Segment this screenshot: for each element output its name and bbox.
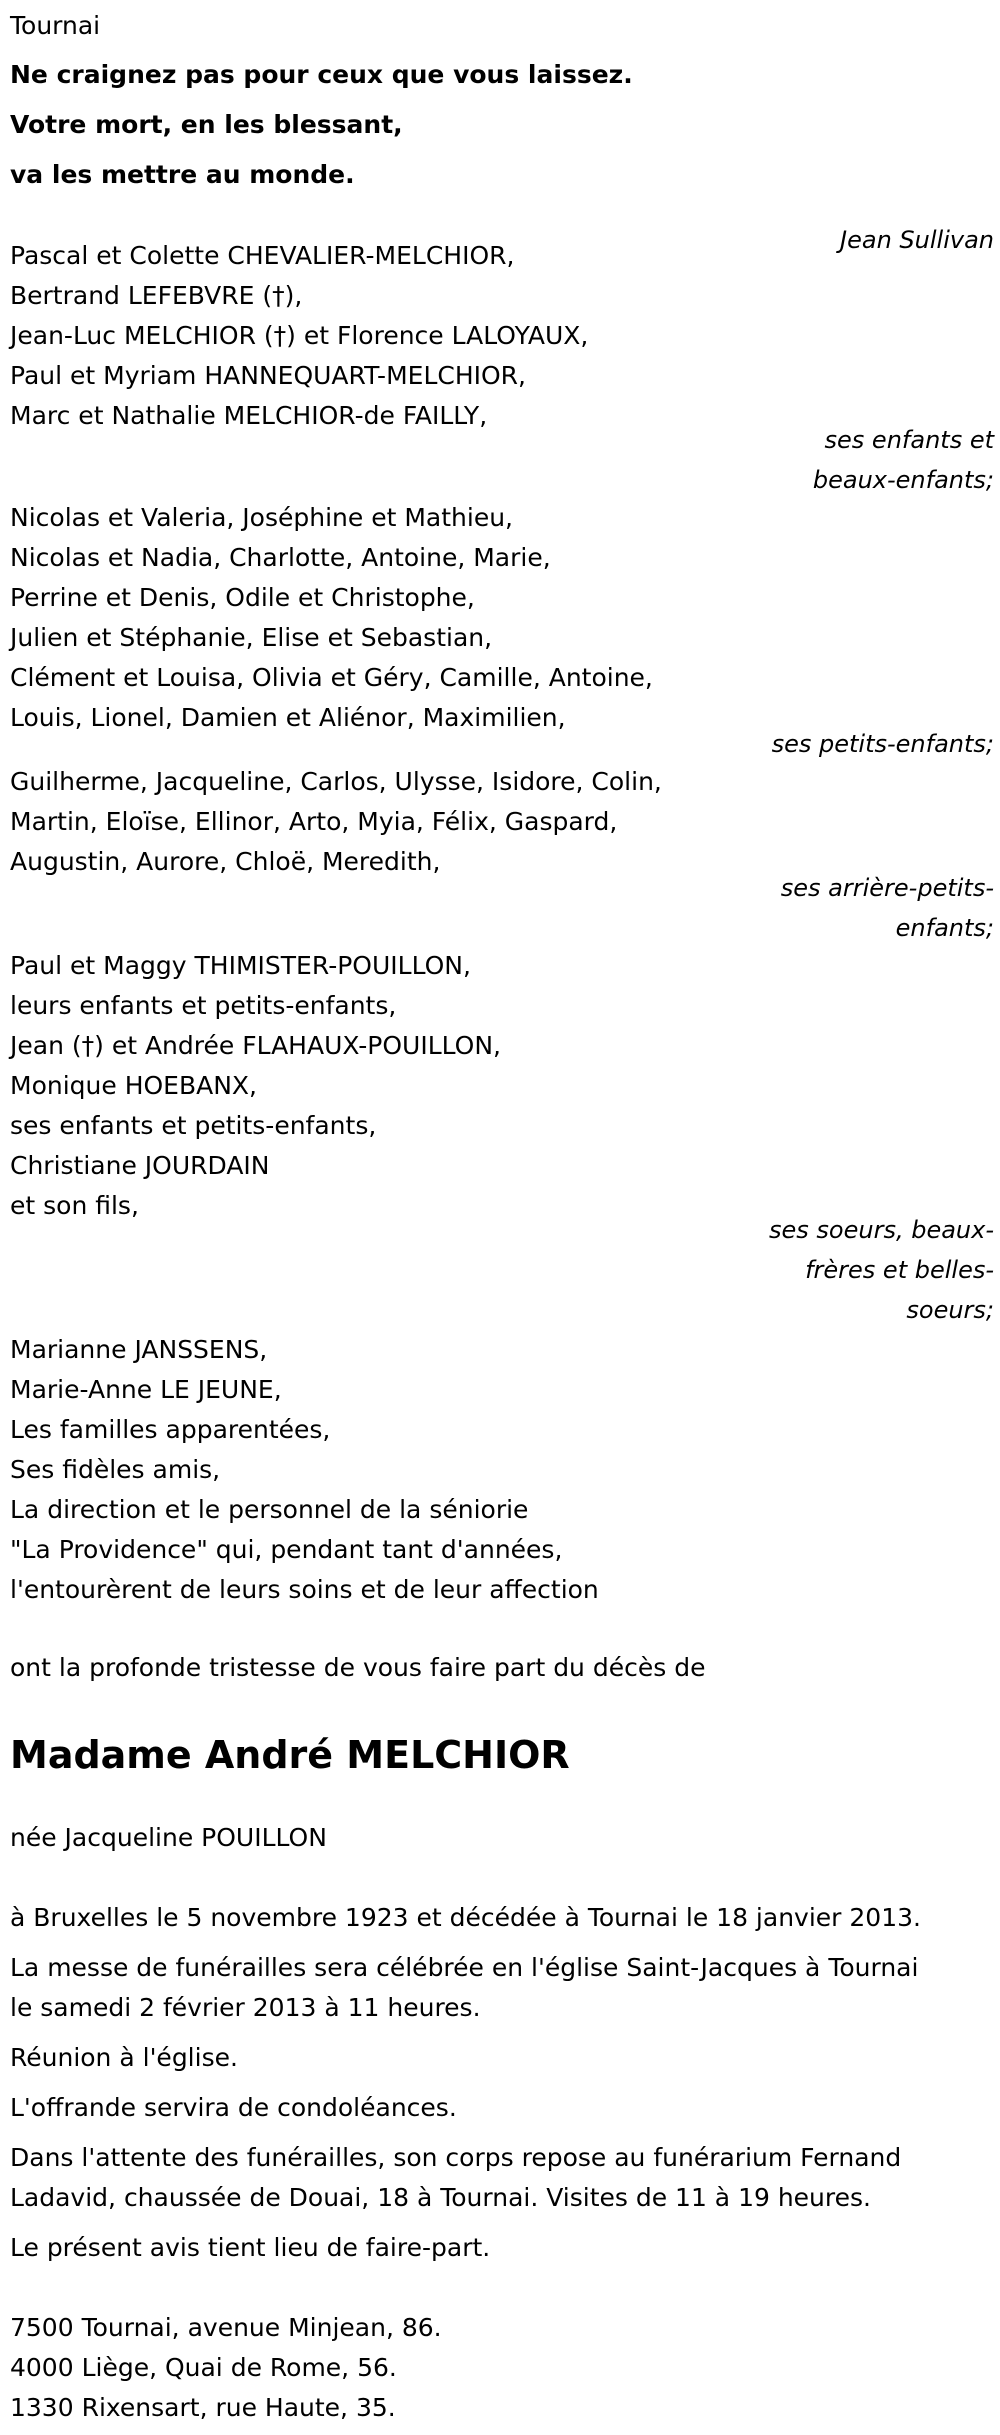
relation-label: frères et belles- xyxy=(805,1256,994,1284)
family-line: Perrine et Denis, Odile et Christophe, xyxy=(10,583,475,612)
announcement-text: ont la profonde tristesse de vous faire part du décès de xyxy=(10,1653,706,1682)
family-line: Guilherme, Jacqueline, Carlos, Ulysse, Isidore, Colin, xyxy=(10,767,662,796)
relation-label: ses petits-enfants; xyxy=(771,730,994,758)
family-line: Marie-Anne LE JEUNE, xyxy=(10,1375,282,1404)
family-line: La direction et le personnel de la séniorie xyxy=(10,1495,529,1524)
family-line: "La Providence" qui, pendant tant d'années, xyxy=(10,1535,563,1564)
family-line: Jean (†) et Andrée FLAHAUX-POUILLON, xyxy=(10,1031,502,1060)
address-line: 4000 Liège, Quai de Rome, 56. xyxy=(10,2353,397,2382)
family-line: ses enfants et petits-enfants, xyxy=(10,1111,377,1140)
family-line: Jean-Luc MELCHIOR (†) et Florence LALOYAUX, xyxy=(10,321,589,350)
family-line: Marianne JANSSENS, xyxy=(10,1335,268,1364)
family-line: Bertrand LEFEBVRE (†), xyxy=(10,281,303,310)
epigraph-line: Votre mort, en les blessant, xyxy=(10,110,403,139)
family-line: Julien et Stéphanie, Elise et Sebastian, xyxy=(10,623,493,652)
address-line: 7500 Tournai, avenue Minjean, 86. xyxy=(10,2313,442,2342)
birth-death-text: à Bruxelles le 5 novembre 1923 et décédée à Tournai le 18 janvier 2013. xyxy=(10,1903,921,1932)
family-line: Les familles apparentées, xyxy=(10,1415,331,1444)
mass-text: La messe de funérailles sera célébrée en l'église Saint-Jacques à Tournai xyxy=(10,1953,919,1982)
family-line: et son fils, xyxy=(10,1191,139,1220)
family-line: Christiane JOURDAIN xyxy=(10,1151,270,1180)
place-label: Tournai xyxy=(10,11,101,40)
family-line: Augustin, Aurore, Chloë, Meredith, xyxy=(10,847,441,876)
mass-text: le samedi 2 février 2013 à 11 heures. xyxy=(10,1993,481,2022)
family-line: Marc et Nathalie MELCHIOR-de FAILLY, xyxy=(10,401,488,430)
relation-label: ses enfants et xyxy=(824,426,994,454)
family-line: Paul et Myriam HANNEQUART-MELCHIOR, xyxy=(10,361,526,390)
deceased-name: Madame André MELCHIOR xyxy=(10,1733,570,1777)
family-line: Martin, Eloïse, Ellinor, Arto, Myia, Félix, Gaspard, xyxy=(10,807,618,836)
family-line: Monique HOEBANX, xyxy=(10,1071,257,1100)
notice-text: Le présent avis tient lieu de faire-part. xyxy=(10,2233,491,2262)
relation-label: enfants; xyxy=(895,914,994,942)
epigraph-line: va les mettre au monde. xyxy=(10,160,355,189)
relation-label: beaux-enfants; xyxy=(812,466,994,494)
family-line: Nicolas et Valeria, Joséphine et Mathieu, xyxy=(10,503,513,532)
family-line: leurs enfants et petits-enfants, xyxy=(10,991,397,1020)
family-line: Nicolas et Nadia, Charlotte, Antoine, Marie, xyxy=(10,543,551,572)
epigraph-line: Ne craignez pas pour ceux que vous laissez. xyxy=(10,60,633,89)
epigraph-author: Jean Sullivan xyxy=(840,226,994,254)
reunion-text: Réunion à l'église. xyxy=(10,2043,238,2072)
family-line: Clément et Louisa, Olivia et Géry, Camille, Antoine, xyxy=(10,663,653,692)
funerarium-text: Dans l'attente des funérailles, son corps repose au funérarium Fernand xyxy=(10,2143,902,2172)
relation-label: soeurs; xyxy=(906,1296,994,1324)
family-line: Louis, Lionel, Damien et Aliénor, Maximilien, xyxy=(10,703,566,732)
address-line: 1330 Rixensart, rue Haute, 35. xyxy=(10,2393,396,2422)
offering-text: L'offrande servira de condoléances. xyxy=(10,2093,457,2122)
family-line: l'entourèrent de leurs soins et de leur affection xyxy=(10,1575,599,1604)
family-line: Pascal et Colette CHEVALIER-MELCHIOR, xyxy=(10,241,515,270)
funerarium-text: Ladavid, chaussée de Douai, 18 à Tournai. Visites de 11 à 19 heures. xyxy=(10,2183,871,2212)
relation-label: ses arrière-petits- xyxy=(780,874,994,902)
family-line: Ses fidèles amis, xyxy=(10,1455,221,1484)
maiden-name: née Jacqueline POUILLON xyxy=(10,1823,327,1852)
family-line: Paul et Maggy THIMISTER-POUILLON, xyxy=(10,951,471,980)
relation-label: ses soeurs, beaux- xyxy=(769,1216,994,1244)
